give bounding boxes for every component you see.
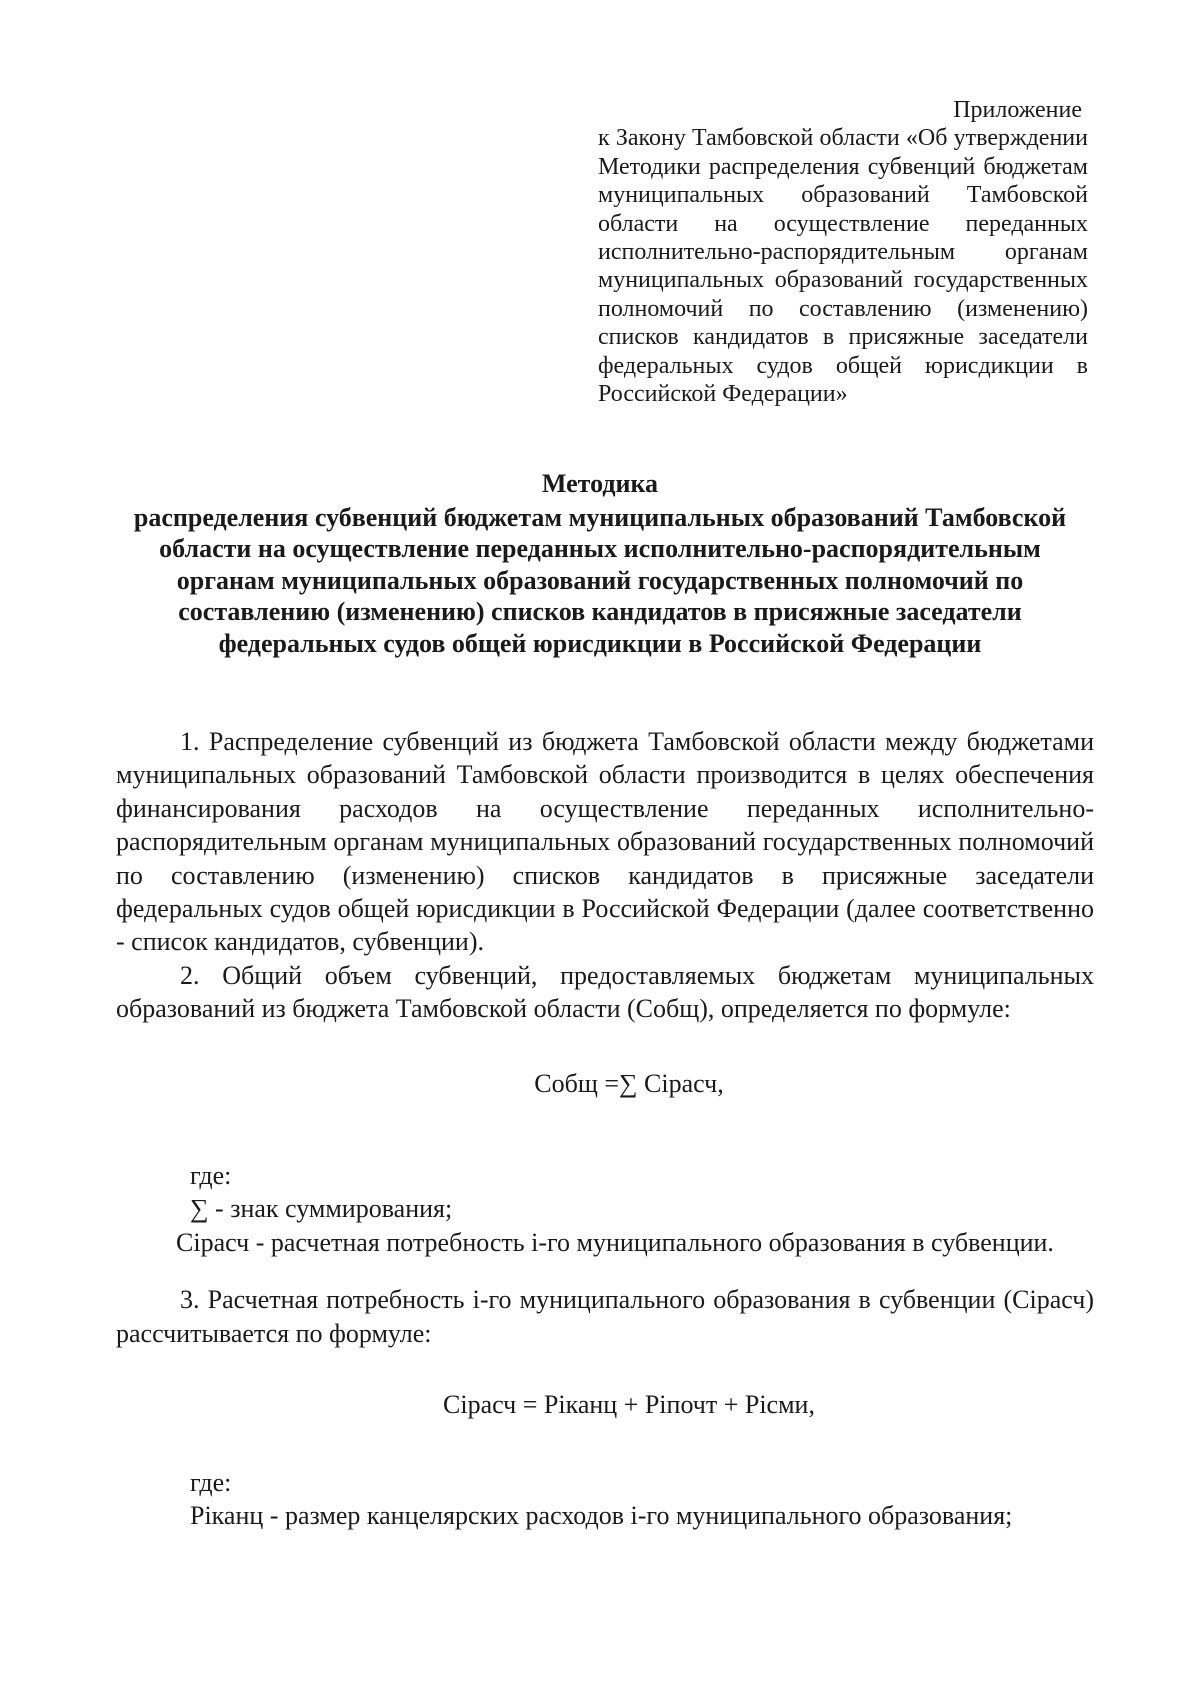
appendix-header: [598, 96, 1088, 408]
ci-definition: Ciрасч - расчетная потребность i-го муниципального образования в субвенции.: [176, 1227, 1054, 1257]
document-title: [120, 468, 1080, 660]
appendix-label: Приложение: [953, 97, 1082, 123]
formula-ci: Ciрасч = Piканц + Piпочт + Piсми,: [443, 1390, 815, 1420]
title-heading: Методика: [541, 469, 659, 498]
paragraph-3: 3. Расчетная потребность i-го муниципального образования в субвенции (Ciрасч) рассчитывается по формуле:: [116, 1285, 1094, 1348]
title-subtitle: распределения субвенций бюджетам муниципальных образований Тамбовской области на осуществление переданных исполнительно-распорядительным органам муниципальных образований государственных полномочий по составлению (изменению) списков кандидатов в присяжные заседатели федеральных судов общей юрисдикции в Российской Федерации: [133, 502, 1067, 658]
appendix-text: к Закону Тамбовской области «Об утверждении Методики распределения субвенций бюджетам муниципальных образований Тамбовской области на осуществление переданных исполнительно-распорядительным органам муниципальных образований государственных полномочий по составлению (изменению) списков кандидатов в присяжные заседатели федеральных судов общей юрисдикции в Российской Федерации»: [598, 125, 1088, 408]
paragraph-1: 1. Распределение субвенций из бюджета Тамбовской области между бюджетами муниципальных образований Тамбовской области производится в целях обеспечения финансирования расходов на осуществление переданных исполнительно-распорядительным органам муниципальных образований государственных полномочий по составлению (изменению) списков кандидатов в присяжные заседатели федеральных судов общей юрисдикции в Российской Федерации (далее соответственно - список кандидатов, субвенции).: [116, 727, 1094, 957]
sum-definition: ∑ - знак суммирования;: [190, 1194, 453, 1224]
where-label-1: где:: [190, 1161, 232, 1191]
where-label-2: где:: [190, 1467, 232, 1497]
paragraph-2: 2. Общий объем субвенций, предоставляемых бюджетам муниципальных образований из бюджета Тамбовской области (Cобщ), определяется по формуле:: [116, 960, 1094, 1024]
pi-kanc-definition: Piканц - размер канцелярских расходов i-го муниципального образования;: [190, 1500, 1013, 1530]
formula-total: Cобщ =∑ Ciрасч,: [534, 1068, 724, 1098]
document-body: [116, 725, 1094, 1532]
